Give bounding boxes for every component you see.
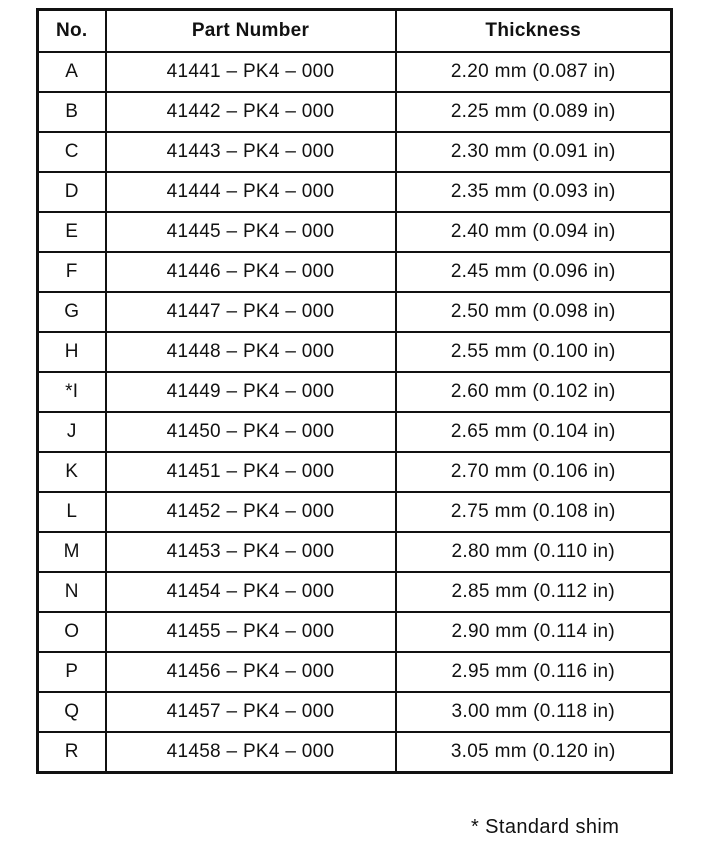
header-thickness: Thickness [396,10,672,53]
cell-part-number: 41444 – PK4 – 000 [106,172,396,212]
cell-thickness: 2.30 mm (0.091 in) [396,132,672,172]
cell-part-number: 41441 – PK4 – 000 [106,52,396,92]
cell-part-number: 41456 – PK4 – 000 [106,652,396,692]
cell-part-number: 41449 – PK4 – 000 [106,372,396,412]
cell-thickness: 2.25 mm (0.089 in) [396,92,672,132]
table-row [38,372,672,412]
cell-part-number: 41443 – PK4 – 000 [106,132,396,172]
table-row [38,252,672,292]
cell-part-number: 41454 – PK4 – 000 [106,572,396,612]
cell-part-number: 41457 – PK4 – 000 [106,692,396,732]
cell-thickness: 2.70 mm (0.106 in) [396,452,672,492]
table-row [38,532,672,572]
header-part-number: Part Number [106,10,396,53]
cell-thickness: 2.80 mm (0.110 in) [396,532,672,572]
table-row [38,652,672,692]
table-row [38,332,672,372]
table-row [38,692,672,732]
table-row [38,212,672,252]
cell-part-number: 41455 – PK4 – 000 [106,612,396,652]
cell-thickness: 2.50 mm (0.098 in) [396,292,672,332]
cell-no: P [38,652,106,692]
cell-part-number: 41442 – PK4 – 000 [106,92,396,132]
header-no: No. [38,10,106,53]
cell-thickness: 2.20 mm (0.087 in) [396,52,672,92]
cell-no: O [38,612,106,652]
table-row [38,92,672,132]
cell-thickness: 2.35 mm (0.093 in) [396,172,672,212]
cell-thickness: 3.05 mm (0.120 in) [396,732,672,773]
cell-no: R [38,732,106,773]
cell-thickness: 2.95 mm (0.116 in) [396,652,672,692]
cell-no: C [38,132,106,172]
cell-thickness: 2.55 mm (0.100 in) [396,332,672,372]
cell-part-number: 41452 – PK4 – 000 [106,492,396,532]
cell-part-number: 41458 – PK4 – 000 [106,732,396,773]
cell-no: F [38,252,106,292]
cell-part-number: 41453 – PK4 – 000 [106,532,396,572]
cell-thickness: 2.85 mm (0.112 in) [396,572,672,612]
cell-part-number: 41445 – PK4 – 000 [106,212,396,252]
footnote: * Standard shim [471,816,620,838]
cell-thickness: 2.75 mm (0.108 in) [396,492,672,532]
cell-no: H [38,332,106,372]
cell-part-number: 41447 – PK4 – 000 [106,292,396,332]
table-row [38,612,672,652]
table-row [38,172,672,212]
header-row [38,10,672,53]
shim-table [36,8,673,774]
cell-part-number: 41451 – PK4 – 000 [106,452,396,492]
cell-no: B [38,92,106,132]
cell-no: L [38,492,106,532]
table-row [38,132,672,172]
table-row [38,452,672,492]
cell-part-number: 41446 – PK4 – 000 [106,252,396,292]
table-row [38,292,672,332]
cell-no: Q [38,692,106,732]
table-body [38,52,672,773]
cell-thickness: 2.40 mm (0.094 in) [396,212,672,252]
cell-thickness: 2.60 mm (0.102 in) [396,372,672,412]
cell-no: G [38,292,106,332]
table-row [38,412,672,452]
cell-no: *I [38,372,106,412]
cell-no: N [38,572,106,612]
cell-thickness: 2.45 mm (0.096 in) [396,252,672,292]
cell-no: E [38,212,106,252]
cell-thickness: 3.00 mm (0.118 in) [396,692,672,732]
cell-part-number: 41450 – PK4 – 000 [106,412,396,452]
table-row [38,492,672,532]
cell-no: J [38,412,106,452]
cell-thickness: 2.65 mm (0.104 in) [396,412,672,452]
cell-no: A [38,52,106,92]
table-row [38,572,672,612]
cell-no: K [38,452,106,492]
cell-no: M [38,532,106,572]
cell-thickness: 2.90 mm (0.114 in) [396,612,672,652]
cell-part-number: 41448 – PK4 – 000 [106,332,396,372]
cell-no: D [38,172,106,212]
table-row [38,52,672,92]
table-row [38,732,672,773]
